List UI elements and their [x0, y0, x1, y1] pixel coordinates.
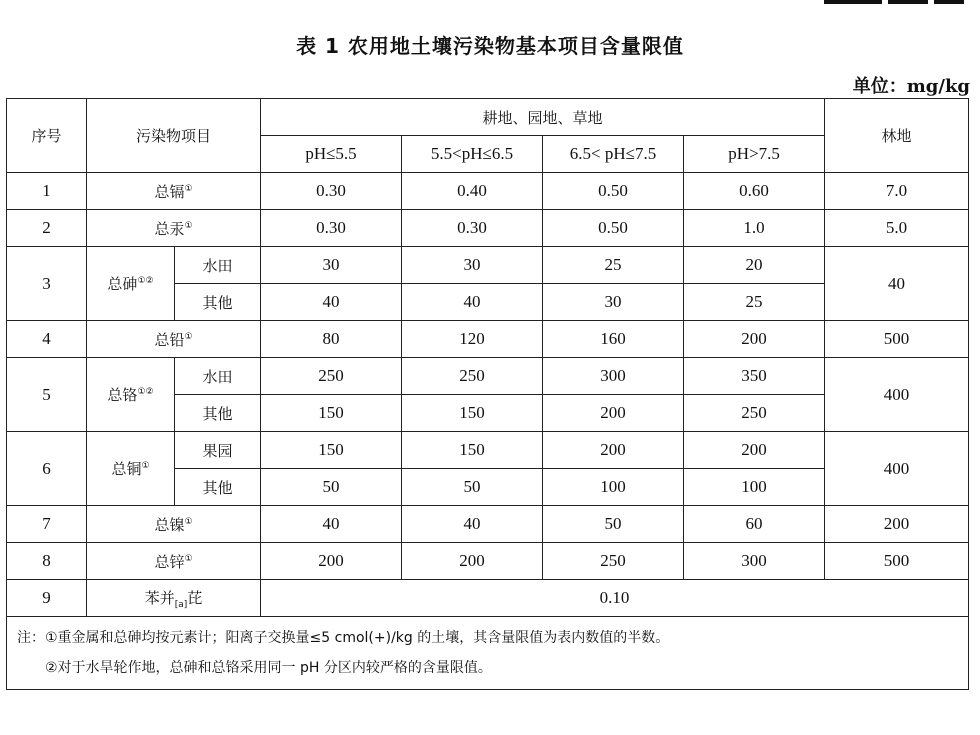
note-marker: ①② [137, 387, 154, 397]
forest-value: 5.0 [825, 210, 969, 247]
merged-value-cell: 0.10 [261, 580, 969, 617]
col-ph-1: pH≤5.5 [261, 136, 402, 173]
pollutant-name [87, 432, 175, 506]
table-row [7, 321, 969, 358]
value-cell: 100 [543, 469, 684, 506]
value-cell: 25 [684, 284, 825, 321]
sub-category: 水田 [175, 358, 261, 395]
value-cell: 250 [684, 395, 825, 432]
value-cell: 50 [402, 469, 543, 506]
row-seq: 5 [7, 358, 87, 432]
value-cell: 200 [543, 395, 684, 432]
value-cell: 0.30 [402, 210, 543, 247]
col-ph-3: 6.5< pH≤7.5 [543, 136, 684, 173]
forest-value: 7.0 [825, 173, 969, 210]
pollutant-name [87, 210, 261, 247]
value-cell: 20 [684, 247, 825, 284]
pollutant-label: 总砷 [107, 275, 138, 293]
value-cell: 250 [261, 358, 402, 395]
note-marker: ① [184, 553, 193, 564]
value-cell: 200 [684, 432, 825, 469]
value-cell: 0.60 [684, 173, 825, 210]
pollutant-label: 总镍 [154, 515, 185, 534]
value-cell: 350 [684, 358, 825, 395]
value-cell: 300 [543, 358, 684, 395]
table-row [7, 543, 969, 580]
forest-value: 400 [825, 358, 969, 432]
col-ph-2: 5.5<pH≤6.5 [402, 136, 543, 173]
sub-category: 水田 [175, 247, 261, 284]
value-cell: 200 [684, 321, 825, 358]
col-forest: 林地 [825, 99, 969, 173]
value-cell: 200 [261, 543, 402, 580]
pollutant-name [87, 173, 261, 210]
note-marker: ①② [137, 276, 154, 286]
value-cell: 40 [261, 284, 402, 321]
note-marker: ① [184, 516, 193, 527]
row-seq: 8 [7, 543, 87, 580]
notes-cell [7, 617, 969, 690]
table-row [7, 580, 969, 617]
value-cell: 250 [402, 358, 543, 395]
pollutant-name [87, 358, 175, 432]
forest-value: 40 [825, 247, 969, 321]
value-cell: 60 [684, 506, 825, 543]
row-seq: 4 [7, 321, 87, 358]
forest-value: 500 [825, 321, 969, 358]
row-seq: 3 [7, 247, 87, 321]
value-cell: 0.30 [261, 173, 402, 210]
sub-category: 果园 [175, 432, 261, 469]
sub-category: 其他 [175, 469, 261, 506]
row-seq: 9 [7, 580, 87, 617]
col-group: 耕地、园地、草地 [261, 99, 825, 136]
value-cell: 150 [402, 395, 543, 432]
col-ph-4: pH>7.5 [684, 136, 825, 173]
header-row-1 [7, 99, 969, 136]
row-seq: 1 [7, 173, 87, 210]
value-cell: 150 [261, 432, 402, 469]
header-fragment [824, 0, 974, 8]
value-cell: 300 [684, 543, 825, 580]
forest-value: 400 [825, 432, 969, 506]
value-cell: 50 [543, 506, 684, 543]
value-cell: 40 [402, 506, 543, 543]
col-item: 污染物项目 [87, 99, 261, 173]
table-title: 表 1 农用地土壤污染物基本项目含量限值 [296, 34, 684, 58]
forest-value: 500 [825, 543, 969, 580]
table-row [7, 247, 969, 284]
value-cell: 100 [684, 469, 825, 506]
table-row [7, 173, 969, 210]
value-cell: 120 [402, 321, 543, 358]
value-cell: 0.50 [543, 210, 684, 247]
table-row [7, 432, 969, 469]
value-cell: 30 [402, 247, 543, 284]
value-cell: 150 [261, 395, 402, 432]
table-row [7, 506, 969, 543]
note-marker: ① [141, 461, 150, 471]
value-cell: 0.40 [402, 173, 543, 210]
pollutant-name [87, 543, 261, 580]
note-1: 注：①重金属和总砷均按元素计；阳离子交换量≤5 cmol(+)/kg 的土壤，其含量限值为表内数值的半数。 [17, 630, 670, 646]
table-row [7, 358, 969, 395]
table-row [7, 210, 969, 247]
unit-label: 单位：mg/kg [852, 76, 970, 97]
row-seq: 2 [7, 210, 87, 247]
value-cell: 200 [543, 432, 684, 469]
value-cell: 50 [261, 469, 402, 506]
pollutant-label: 总铅 [154, 330, 185, 349]
pollutant-name [87, 506, 261, 543]
limits-table [6, 98, 969, 690]
note-marker: ① [184, 220, 193, 231]
row-seq: 6 [7, 432, 87, 506]
value-cell: 250 [543, 543, 684, 580]
pollutant-label: 总镉 [154, 182, 185, 201]
pollutant-label: 苯并 [144, 588, 175, 607]
forest-value: 200 [825, 506, 969, 543]
value-cell: 0.50 [543, 173, 684, 210]
pollutant-label: 总锌 [154, 552, 185, 571]
value-cell: 25 [543, 247, 684, 284]
sub-category: 其他 [175, 284, 261, 321]
note-2: ②对于水旱轮作地，总砷和总铬采用同一 pH 分区内较严格的含量限值。 [45, 660, 492, 676]
pollutant-subscript: [a] [174, 599, 188, 610]
pollutant-label-suffix: 芘 [187, 588, 203, 607]
value-cell: 0.30 [261, 210, 402, 247]
pollutant-name [87, 580, 261, 617]
value-cell: 30 [543, 284, 684, 321]
value-cell: 40 [402, 284, 543, 321]
value-cell: 40 [261, 506, 402, 543]
row-seq: 7 [7, 506, 87, 543]
notes-row [7, 617, 969, 690]
note-marker: ① [184, 183, 193, 194]
value-cell: 1.0 [684, 210, 825, 247]
pollutant-label: 总汞 [154, 219, 185, 238]
col-seq: 序号 [7, 99, 87, 173]
value-cell: 200 [402, 543, 543, 580]
pollutant-label: 总铬 [107, 386, 138, 404]
note-marker: ① [184, 331, 193, 342]
pollutant-label: 总铜 [111, 460, 142, 478]
value-cell: 160 [543, 321, 684, 358]
value-cell: 30 [261, 247, 402, 284]
value-cell: 80 [261, 321, 402, 358]
pollutant-name [87, 321, 261, 358]
sub-category: 其他 [175, 395, 261, 432]
pollutant-name [87, 247, 175, 321]
value-cell: 150 [402, 432, 543, 469]
